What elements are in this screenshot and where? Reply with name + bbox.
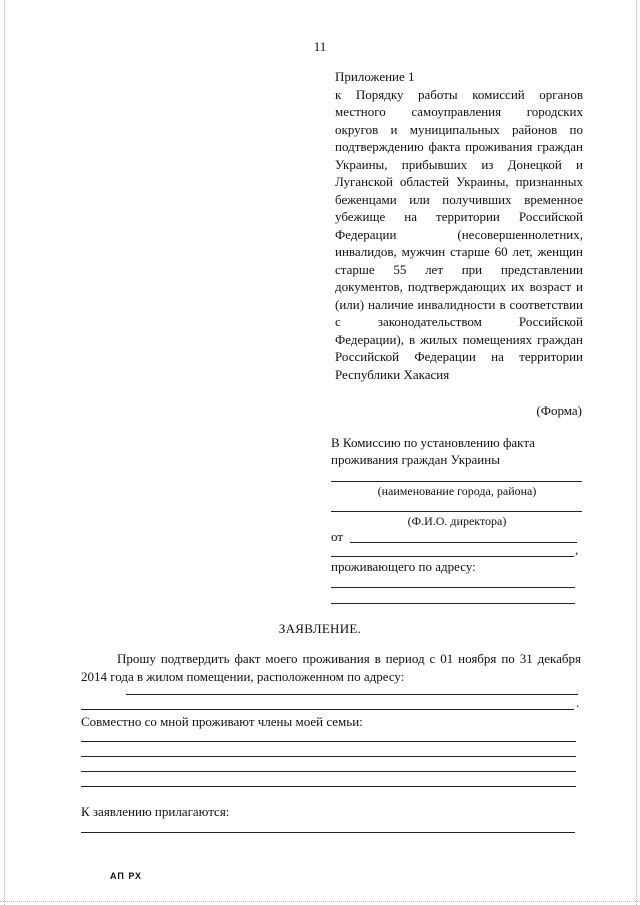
attached-label: К заявлению прилагаются: bbox=[81, 804, 230, 819]
footer-stamp: АП РХ bbox=[110, 871, 143, 881]
page-number: 11 bbox=[313, 39, 327, 54]
address-blank-line-2[interactable] bbox=[331, 603, 575, 604]
from-blank-line[interactable] bbox=[350, 542, 577, 543]
scan-edge-bottom bbox=[0, 901, 640, 902]
appendix-block bbox=[335, 68, 583, 383]
from-comma: , bbox=[575, 542, 579, 557]
scan-edge-left bbox=[4, 0, 5, 905]
attached-blank-line[interactable] bbox=[81, 832, 575, 833]
address-blank-line-1[interactable] bbox=[331, 587, 575, 588]
family-blank-line-4[interactable] bbox=[81, 786, 576, 787]
director-caption: (Ф.И.О. директора) bbox=[407, 514, 507, 528]
request-period: . bbox=[576, 695, 580, 710]
family-blank-line-2[interactable] bbox=[81, 756, 576, 757]
from-label: от bbox=[331, 529, 344, 544]
form-label: (Форма) bbox=[536, 403, 582, 418]
city-blank-line[interactable] bbox=[331, 481, 582, 482]
appendix-text: к Порядку работы комиссий органов местного самоуправления городских округов и муниципальных районов по подтверждению факта проживания граждан Украины, прибывших из Донецкой и Луганской областей Украины, признанных беженцами или получивших временное убежище на территории Российской Федерации (несовершеннолетних, инвалидов, мужчин старше 60 лет, женщин старше 55 лет при представлении документов, подтверждающих их возраст и (или) наличие инвалидности в соответствии с законодательством Российской Федерации), в жилых помещениях граждан Российской Федерации на территории Республики Хакасия bbox=[335, 86, 583, 382]
recipient-block bbox=[331, 434, 583, 468]
from-blank-line-2[interactable] bbox=[331, 556, 574, 557]
recipient-line-1: В Комиссию по установлению факта bbox=[331, 435, 535, 450]
city-caption: (наименование города, района) bbox=[377, 484, 537, 498]
recipient-line-2: проживания граждан Украины bbox=[331, 452, 500, 467]
family-blank-line-1[interactable] bbox=[81, 741, 576, 742]
request-text: Прошу подтвердить факт моего проживания в период с 01 ноября по 31 декабря 2014 года в жилом помещении, расположенном по адресу: bbox=[81, 651, 581, 684]
request-address-line-2[interactable] bbox=[81, 709, 574, 710]
family-blank-line-3[interactable] bbox=[81, 771, 576, 772]
appendix-title: Приложение 1 bbox=[335, 69, 415, 84]
request-address-line-1[interactable] bbox=[126, 694, 578, 695]
family-label: Совместно со мной проживают члены моей семьи: bbox=[81, 714, 363, 729]
scan-edge-right bbox=[636, 0, 637, 905]
statement-title: ЗАЯВЛЕНИЕ. bbox=[278, 621, 362, 636]
director-blank-line[interactable] bbox=[331, 511, 582, 512]
residing-label: проживающего по адресу: bbox=[331, 559, 476, 574]
